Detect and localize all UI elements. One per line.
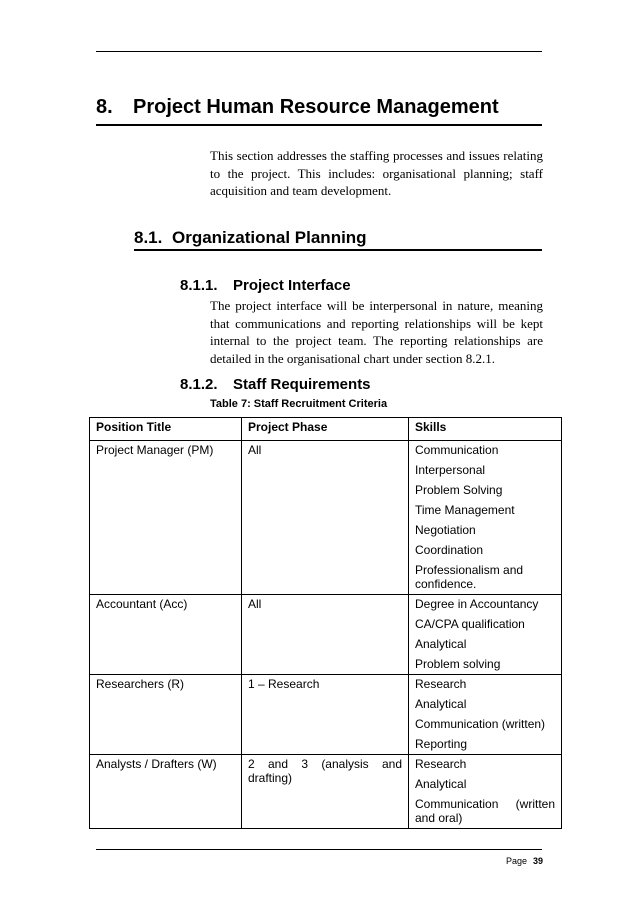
skill-item: Interpersonal: [415, 463, 486, 477]
skill-item: Research: [415, 757, 467, 771]
page-label: Page: [505, 856, 527, 866]
skill-item: Professionalism and confidence.: [415, 563, 524, 591]
subsection-heading-rule: [134, 249, 542, 251]
interface-body: The project interface will be interpersonal in nature, meaning that communications and reporting relationships will be kept internal to the project team. The reporting relationships are detailed in the organisational chart under section 8.2.1.: [210, 298, 543, 366]
skill-item: Communication (written): [415, 717, 546, 731]
interface-title: Project Interface: [233, 277, 351, 294]
section-intro: This section addresses the staffing processes and issues relating to the project. This includes: organisational planning; staff acquisition and team development.: [210, 148, 543, 198]
interface-number: 8.1.1.: [180, 277, 218, 294]
skill-item: Communication: [415, 443, 499, 457]
skill-item: Communication (written and oral): [415, 797, 555, 825]
skills-cell: [409, 441, 562, 595]
skill-item: CA/CPA qualification: [415, 617, 525, 631]
column-header-skills: Skills: [409, 418, 562, 441]
page-number: 39: [532, 856, 543, 866]
skill-item: Problem Solving: [415, 483, 503, 497]
skill-item: Analytical: [415, 637, 467, 651]
subsection-number: 8.1.: [134, 228, 163, 247]
skill-item: Time Management: [415, 503, 515, 517]
phase-cell: All: [242, 441, 409, 595]
header-rule: [96, 51, 542, 52]
skill-item: Analytical: [415, 777, 467, 791]
footer-rule: [96, 849, 542, 850]
position-cell: Researchers (R): [90, 675, 242, 755]
skill-item: Reporting: [415, 737, 468, 751]
skills-cell: [409, 595, 562, 675]
staff-heading: [180, 376, 371, 393]
skill-item: Negotiation: [415, 523, 476, 537]
skill-item: Research: [415, 677, 467, 691]
skill-item: Analytical: [415, 697, 467, 711]
skills-cell: [409, 675, 562, 755]
table-row: [90, 595, 562, 675]
table-header-row: [90, 418, 562, 441]
page-footer: [506, 856, 543, 866]
interface-heading: [180, 277, 351, 294]
skill-item: Degree in Accountancy: [415, 597, 539, 611]
subsection-title: Organizational Planning: [172, 228, 367, 247]
staff-number: 8.1.2.: [180, 376, 218, 393]
phase-cell: [242, 755, 409, 829]
table-row: [90, 675, 562, 755]
section-number: 8.: [96, 96, 113, 118]
table-caption: Table 7: Staff Recruitment Criteria: [210, 398, 388, 410]
position-cell: Accountant (Acc): [90, 595, 242, 675]
subsection-heading: [134, 228, 367, 248]
staff-recruitment-table: [89, 417, 562, 829]
skill-item: Coordination: [415, 543, 484, 557]
table-row: [90, 755, 562, 829]
skills-cell: [409, 755, 562, 829]
phase-cell: 1 – Research: [242, 675, 409, 755]
section-heading: [96, 96, 499, 119]
section-heading-rule: [96, 124, 542, 126]
column-header-phase: Project Phase: [242, 418, 409, 441]
position-cell: Project Manager (PM): [90, 441, 242, 595]
section-title: Project Human Resource Management: [133, 96, 499, 118]
position-cell: Analysts / Drafters (W): [90, 755, 242, 829]
phase-cell: All: [242, 595, 409, 675]
phase-text: 2 and 3 (analysis and drafting): [248, 757, 402, 785]
skill-item: Problem solving: [415, 657, 501, 671]
staff-title: Staff Requirements: [233, 376, 371, 393]
column-header-position: Position Title: [90, 418, 242, 441]
table-row: [90, 441, 562, 595]
